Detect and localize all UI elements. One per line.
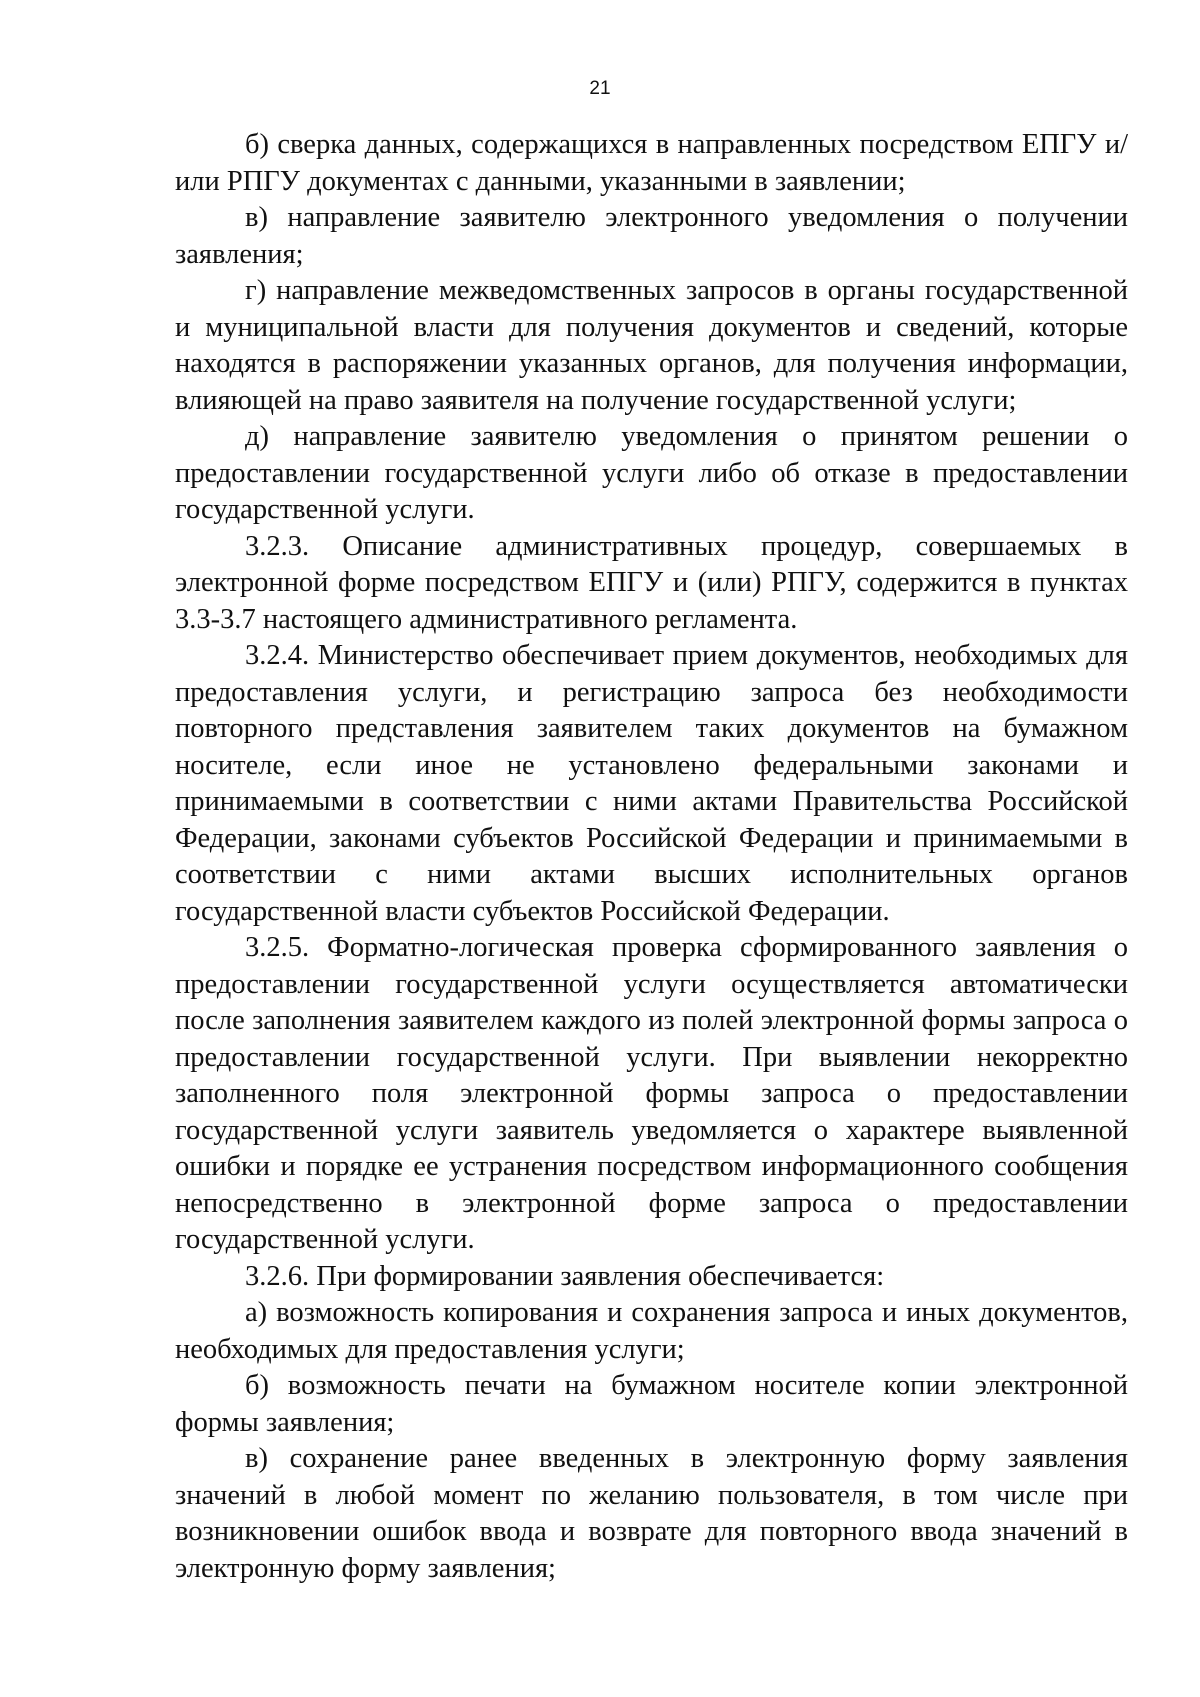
document-body — [175, 127, 1128, 1587]
paragraph-3-2-3: 3.2.3. Описание административных процедур, совершаемых в электронной форме посредством ЕПГУ и (или) РПГУ, содержится в пунктах 3.3-3.7 настоящего административного регламента. — [175, 530, 1128, 635]
page-number: 21 — [589, 78, 611, 99]
paragraph-3-2-2-d: д) направление заявителю уведомления о принятом решении о предоставлении государственной услуги либо об отказе в предоставлении государственной услуги. — [175, 421, 1128, 525]
paragraph-3-2-2-b: б) сверка данных, содержащихся в направленных посредством ЕПГУ и/или РПГУ документах с данными, указанными в заявлении; — [175, 129, 1128, 197]
paragraph-3-2-6: 3.2.6. При формировании заявления обеспечивается: — [245, 1260, 885, 1292]
paragraph-3-2-6-a: а) возможность копирования и сохранения запроса и иных документов, необходимых для предоставления услуги; — [175, 1297, 1128, 1365]
paragraph-3-2-5: 3.2.5. Форматно-логическая проверка сформированного заявления о предоставлении государственной услуги осуществляется автоматически после заполнения заявителем каждого из полей электронной формы запроса о предоставлении государственной услуги. При выявлении некорректно заполненного поля электронной формы запроса о предоставлении государственной услуги заявитель уведомляется о характере выявленной ошибки и порядке ее устранения посредством информационного сообщения непосредственно в электронной форме запроса о предоставлении государственной услуги. — [175, 932, 1128, 1255]
paragraph-3-2-2-v: в) направление заявителю электронного уведомления о получении заявления; — [175, 202, 1128, 270]
paragraph-3-2-6-v: в) сохранение ранее введенных в электронную форму заявления значений в любой момент по желанию пользователя, в том числе при возникновении ошибок ввода и возврате для повторного ввода значений в электронную форму заявления; — [175, 1443, 1128, 1584]
paragraph-3-2-6-b: б) возможность печати на бумажном носителе копии электронной формы заявления; — [175, 1370, 1128, 1438]
paragraph-3-2-2-g: г) направление межведомственных запросов в органы государственной и муниципальной власти для получения документов и сведений, которые находятся в распоряжении указанных органов, для получения информации, влияющей на право заявителя на получение государственной услуги; — [175, 275, 1128, 416]
paragraph-3-2-4: 3.2.4. Министерство обеспечивает прием документов, необходимых для предоставления услуги, и регистрацию запроса без необходимости повторного представления заявителем таких документов на бумажном носителе, если иное не установлено федеральными законами и принимаемыми в соответствии с ними актами Правительства Российской Федерации, законами субъектов Российской Федерации и принимаемыми в соответствии с ними актами высших исполнительных органов государственной власти субъектов Российской Федерации. — [175, 640, 1128, 927]
